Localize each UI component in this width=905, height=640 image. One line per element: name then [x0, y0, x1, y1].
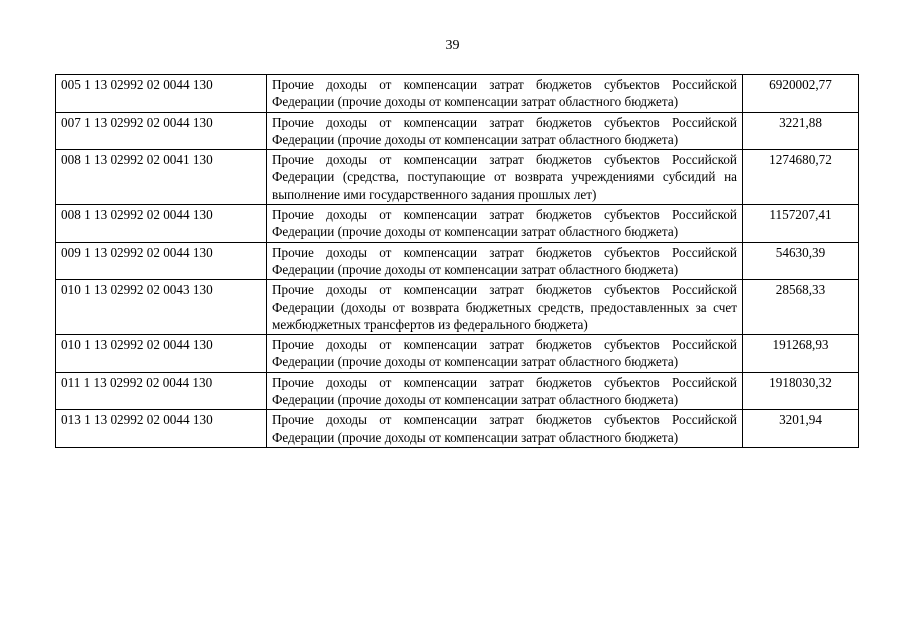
budget-revenue-table — [55, 74, 859, 448]
budget-code-cell: 009 1 13 02992 02 0044 130 — [56, 242, 267, 280]
amount-cell: 3201,94 — [743, 410, 859, 448]
description-cell: Прочие доходы от компенсации затрат бюджетов субъектов Российской Федерации (прочие доходы от компенсации затрат областного бюджета) — [267, 112, 743, 150]
budget-code-cell: 011 1 13 02992 02 0044 130 — [56, 372, 267, 410]
budget-code-cell: 013 1 13 02992 02 0044 130 — [56, 410, 267, 448]
amount-cell: 1918030,32 — [743, 372, 859, 410]
description-cell: Прочие доходы от компенсации затрат бюджетов субъектов Российской Федерации (средства, поступающие от возврата учреждениями субсидий на выполнение ими государственного задания прошлых лет) — [267, 150, 743, 205]
description-cell: Прочие доходы от компенсации затрат бюджетов субъектов Российской Федерации (прочие доходы от компенсации затрат областного бюджета) — [267, 205, 743, 243]
table-row — [56, 112, 859, 150]
budget-code-cell: 010 1 13 02992 02 0044 130 — [56, 335, 267, 373]
amount-cell: 191268,93 — [743, 335, 859, 373]
description-cell: Прочие доходы от компенсации затрат бюджетов субъектов Российской Федерации (прочие доходы от компенсации затрат областного бюджета) — [267, 372, 743, 410]
page-number: 39 — [445, 38, 460, 53]
amount-cell: 54630,39 — [743, 242, 859, 280]
table-row — [56, 75, 859, 113]
budget-code-cell: 008 1 13 02992 02 0041 130 — [56, 150, 267, 205]
table-row — [56, 280, 859, 335]
table-row — [56, 150, 859, 205]
budget-code-cell: 008 1 13 02992 02 0044 130 — [56, 205, 267, 243]
amount-cell: 28568,33 — [743, 280, 859, 335]
amount-cell: 1274680,72 — [743, 150, 859, 205]
table-row — [56, 205, 859, 243]
table-body — [56, 75, 859, 448]
amount-cell: 3221,88 — [743, 112, 859, 150]
budget-code-cell: 005 1 13 02992 02 0044 130 — [56, 75, 267, 113]
description-cell: Прочие доходы от компенсации затрат бюджетов субъектов Российской Федерации (прочие доходы от компенсации затрат областного бюджета) — [267, 335, 743, 373]
amount-cell: 6920002,77 — [743, 75, 859, 113]
table-row — [56, 372, 859, 410]
budget-code-cell: 007 1 13 02992 02 0044 130 — [56, 112, 267, 150]
amount-cell: 1157207,41 — [743, 205, 859, 243]
description-cell: Прочие доходы от компенсации затрат бюджетов субъектов Российской Федерации (прочие доходы от компенсации затрат областного бюджета) — [267, 75, 743, 113]
description-cell: Прочие доходы от компенсации затрат бюджетов субъектов Российской Федерации (прочие доходы от компенсации затрат областного бюджета) — [267, 410, 743, 448]
table-row — [56, 335, 859, 373]
table-row — [56, 410, 859, 448]
description-cell: Прочие доходы от компенсации затрат бюджетов субъектов Российской Федерации (прочие доходы от компенсации затрат областного бюджета) — [267, 242, 743, 280]
table-row — [56, 242, 859, 280]
description-cell: Прочие доходы от компенсации затрат бюджетов субъектов Российской Федерации (доходы от возврата бюджетных средств, предоставленных за счет межбюджетных трансфертов из федерального бюджета) — [267, 280, 743, 335]
budget-code-cell: 010 1 13 02992 02 0043 130 — [56, 280, 267, 335]
